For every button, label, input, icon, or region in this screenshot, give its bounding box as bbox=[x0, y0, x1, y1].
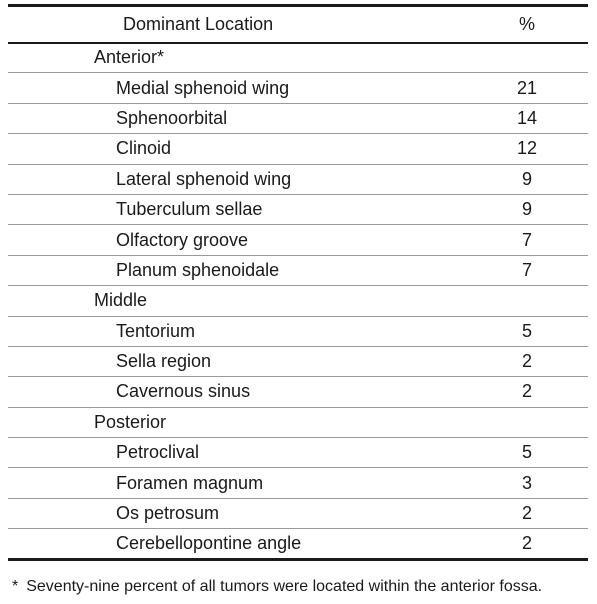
location-percent: 2 bbox=[466, 498, 588, 528]
location-percent: 12 bbox=[466, 134, 588, 164]
location-label: Sphenoorbital bbox=[8, 103, 466, 133]
table-row bbox=[8, 255, 588, 285]
group-percent-cell bbox=[466, 286, 588, 316]
table-row bbox=[8, 438, 588, 468]
table-row bbox=[8, 316, 588, 346]
location-percent: 3 bbox=[466, 468, 588, 498]
location-label: Clinoid bbox=[8, 134, 466, 164]
location-label: Olfactory groove bbox=[8, 225, 466, 255]
location-percent: 2 bbox=[466, 346, 588, 376]
table-row bbox=[8, 346, 588, 376]
group-row bbox=[8, 43, 588, 73]
header-row bbox=[8, 6, 588, 43]
table-row bbox=[8, 498, 588, 528]
table-row bbox=[8, 377, 588, 407]
location-percent: 2 bbox=[466, 529, 588, 559]
location-percent: 7 bbox=[466, 225, 588, 255]
location-label: Os petrosum bbox=[8, 498, 466, 528]
table-row bbox=[8, 164, 588, 194]
group-label: Posterior bbox=[8, 407, 466, 437]
location-label: Medial sphenoid wing bbox=[8, 73, 466, 103]
group-label: Middle bbox=[8, 286, 466, 316]
table-row bbox=[8, 103, 588, 133]
table-row bbox=[8, 468, 588, 498]
footnote-marker: * bbox=[12, 578, 19, 595]
location-percent: 5 bbox=[466, 438, 588, 468]
location-label: Tentorium bbox=[8, 316, 466, 346]
location-label: Sella region bbox=[8, 346, 466, 376]
location-percent: 14 bbox=[466, 103, 588, 133]
group-row bbox=[8, 286, 588, 316]
group-percent-cell bbox=[466, 43, 588, 73]
group-percent-cell bbox=[466, 407, 588, 437]
location-label: Foramen magnum bbox=[8, 468, 466, 498]
location-percent: 9 bbox=[466, 194, 588, 224]
location-percent: 2 bbox=[466, 377, 588, 407]
header-dominant-location: Dominant Location bbox=[8, 6, 466, 43]
table-body bbox=[8, 43, 588, 560]
table-row bbox=[8, 73, 588, 103]
location-percent: 21 bbox=[466, 73, 588, 103]
table-row bbox=[8, 529, 588, 559]
table-row bbox=[8, 194, 588, 224]
table-row bbox=[8, 134, 588, 164]
location-percent: 9 bbox=[466, 164, 588, 194]
footnote-text: Seventy-nine percent of all tumors were located within the anterior fossa. bbox=[26, 578, 543, 595]
location-label: Petroclival bbox=[8, 438, 466, 468]
header-percent: % bbox=[466, 6, 588, 43]
location-label: Cerebellopontine angle bbox=[8, 529, 466, 559]
location-label: Planum sphenoidale bbox=[8, 255, 466, 285]
group-row bbox=[8, 407, 588, 437]
location-label: Cavernous sinus bbox=[8, 377, 466, 407]
group-label: Anterior* bbox=[8, 43, 466, 73]
location-percent: 7 bbox=[466, 255, 588, 285]
footnote bbox=[12, 578, 542, 596]
location-percent: 5 bbox=[466, 316, 588, 346]
location-table bbox=[8, 4, 588, 561]
table-row bbox=[8, 225, 588, 255]
table-header bbox=[8, 6, 588, 43]
location-label: Lateral sphenoid wing bbox=[8, 164, 466, 194]
location-label: Tuberculum sellae bbox=[8, 194, 466, 224]
